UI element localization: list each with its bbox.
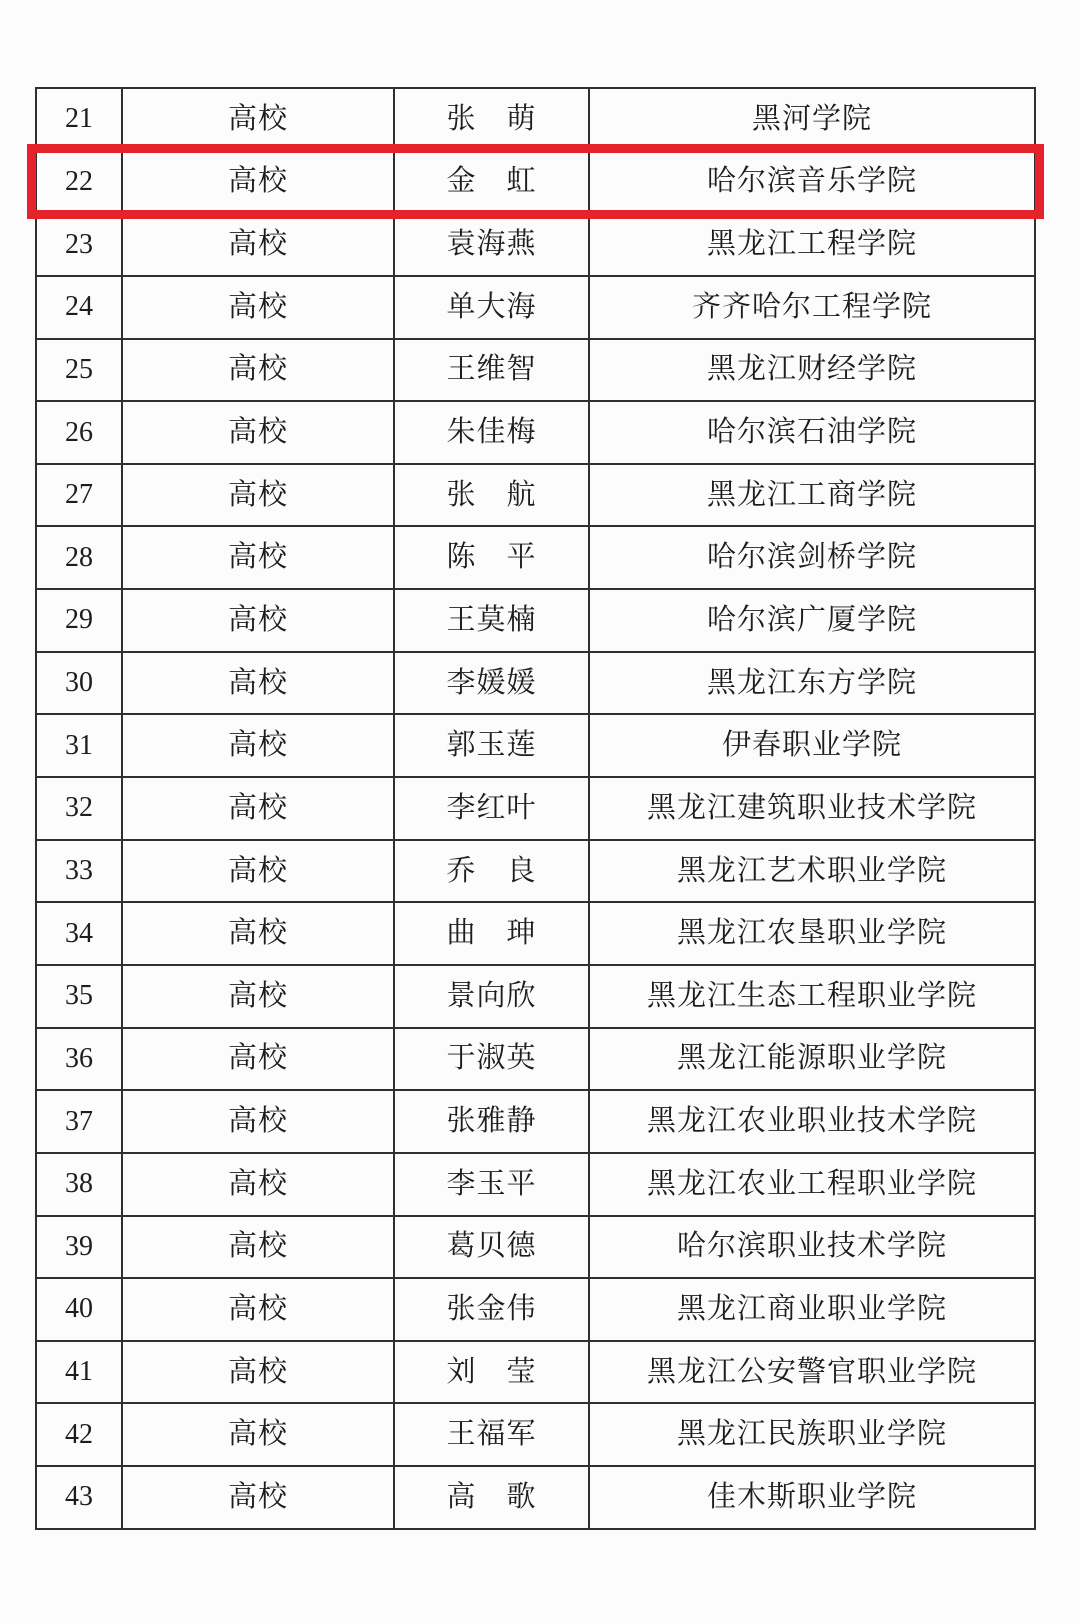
table-row (35, 1154, 1036, 1217)
name-cell: 金 虹 (395, 152, 590, 213)
category-cell: 高校 (123, 1342, 395, 1403)
institution-cell: 哈尔滨职业技术学院 (590, 1217, 1036, 1278)
category-cell: 高校 (123, 465, 395, 526)
category-cell: 高校 (123, 277, 395, 338)
name-cell: 王维智 (395, 340, 590, 401)
name-cell: 李红叶 (395, 778, 590, 839)
row-number-cell: 43 (35, 1467, 123, 1528)
table-row (35, 903, 1036, 966)
name-cell: 袁海燕 (395, 214, 590, 275)
institution-cell: 黑龙江工程学院 (590, 214, 1036, 275)
row-number-cell: 40 (35, 1279, 123, 1340)
name-cell: 李玉平 (395, 1154, 590, 1215)
name-cell: 乔 良 (395, 841, 590, 902)
row-number-cell: 37 (35, 1091, 123, 1152)
table-row (35, 89, 1036, 152)
category-cell: 高校 (123, 1029, 395, 1090)
name-cell: 葛贝德 (395, 1217, 590, 1278)
institution-cell: 哈尔滨广厦学院 (590, 590, 1036, 651)
institution-cell: 哈尔滨石油学院 (590, 402, 1036, 463)
table-row (35, 966, 1036, 1029)
name-cell: 朱佳梅 (395, 402, 590, 463)
table-row (35, 152, 1036, 215)
table-row (35, 1217, 1036, 1280)
name-cell: 张 萌 (395, 89, 590, 150)
institution-cell: 黑龙江能源职业学院 (590, 1029, 1036, 1090)
institution-cell: 齐齐哈尔工程学院 (590, 277, 1036, 338)
category-cell: 高校 (123, 590, 395, 651)
row-number-cell: 41 (35, 1342, 123, 1403)
institution-cell: 黑龙江农垦职业学院 (590, 903, 1036, 964)
row-number-cell: 34 (35, 903, 123, 964)
institution-cell: 黑龙江东方学院 (590, 653, 1036, 714)
row-number-cell: 23 (35, 214, 123, 275)
row-number-cell: 36 (35, 1029, 123, 1090)
institution-cell: 黑龙江建筑职业技术学院 (590, 778, 1036, 839)
row-number-cell: 26 (35, 402, 123, 463)
institution-cell: 哈尔滨音乐学院 (590, 152, 1036, 213)
row-number-cell: 25 (35, 340, 123, 401)
row-number-cell: 38 (35, 1154, 123, 1215)
name-cell: 单大海 (395, 277, 590, 338)
row-number-cell: 33 (35, 841, 123, 902)
name-cell: 陈 平 (395, 527, 590, 588)
category-cell: 高校 (123, 152, 395, 213)
category-cell: 高校 (123, 715, 395, 776)
category-cell: 高校 (123, 778, 395, 839)
name-cell: 景向欣 (395, 966, 590, 1027)
institution-cell: 黑龙江民族职业学院 (590, 1404, 1036, 1465)
institution-cell: 佳木斯职业学院 (590, 1467, 1036, 1528)
row-number-cell: 42 (35, 1404, 123, 1465)
table-row (35, 465, 1036, 528)
category-cell: 高校 (123, 527, 395, 588)
roster-table (35, 87, 1036, 1530)
name-cell: 刘 莹 (395, 1342, 590, 1403)
name-cell: 高 歌 (395, 1467, 590, 1528)
table-row (35, 653, 1036, 716)
table-row (35, 527, 1036, 590)
table-row (35, 590, 1036, 653)
row-number-cell: 29 (35, 590, 123, 651)
row-number-cell: 21 (35, 89, 123, 150)
row-number-cell: 22 (35, 152, 123, 213)
category-cell: 高校 (123, 841, 395, 902)
institution-cell: 黑龙江农业职业技术学院 (590, 1091, 1036, 1152)
table-row (35, 1467, 1036, 1530)
table-row (35, 1091, 1036, 1154)
institution-cell: 哈尔滨剑桥学院 (590, 527, 1036, 588)
institution-cell: 黑河学院 (590, 89, 1036, 150)
name-cell: 王莫楠 (395, 590, 590, 651)
name-cell: 张雅静 (395, 1091, 590, 1152)
category-cell: 高校 (123, 89, 395, 150)
row-number-cell: 32 (35, 778, 123, 839)
table-row (35, 1342, 1036, 1405)
row-number-cell: 35 (35, 966, 123, 1027)
category-cell: 高校 (123, 214, 395, 275)
category-cell: 高校 (123, 340, 395, 401)
table-row (35, 402, 1036, 465)
institution-cell: 黑龙江工商学院 (590, 465, 1036, 526)
name-cell: 李媛媛 (395, 653, 590, 714)
table-row (35, 214, 1036, 277)
institution-cell: 黑龙江公安警官职业学院 (590, 1342, 1036, 1403)
institution-cell: 黑龙江商业职业学院 (590, 1279, 1036, 1340)
row-number-cell: 31 (35, 715, 123, 776)
table-row (35, 277, 1036, 340)
category-cell: 高校 (123, 1091, 395, 1152)
category-cell: 高校 (123, 966, 395, 1027)
table-row (35, 841, 1036, 904)
row-number-cell: 30 (35, 653, 123, 714)
table-row (35, 1029, 1036, 1092)
table-row (35, 1279, 1036, 1342)
name-cell: 于淑英 (395, 1029, 590, 1090)
row-number-cell: 39 (35, 1217, 123, 1278)
name-cell: 曲 珅 (395, 903, 590, 964)
row-number-cell: 24 (35, 277, 123, 338)
name-cell: 张金伟 (395, 1279, 590, 1340)
table-row (35, 1404, 1036, 1467)
row-number-cell: 28 (35, 527, 123, 588)
name-cell: 张 航 (395, 465, 590, 526)
name-cell: 郭玉莲 (395, 715, 590, 776)
institution-cell: 黑龙江生态工程职业学院 (590, 966, 1036, 1027)
institution-cell: 黑龙江财经学院 (590, 340, 1036, 401)
category-cell: 高校 (123, 653, 395, 714)
name-cell: 王福军 (395, 1404, 590, 1465)
category-cell: 高校 (123, 903, 395, 964)
category-cell: 高校 (123, 1217, 395, 1278)
institution-cell: 黑龙江艺术职业学院 (590, 841, 1036, 902)
table-row (35, 778, 1036, 841)
category-cell: 高校 (123, 1279, 395, 1340)
row-number-cell: 27 (35, 465, 123, 526)
category-cell: 高校 (123, 402, 395, 463)
table-row (35, 715, 1036, 778)
table-row (35, 340, 1036, 403)
institution-cell: 黑龙江农业工程职业学院 (590, 1154, 1036, 1215)
institution-cell: 伊春职业学院 (590, 715, 1036, 776)
category-cell: 高校 (123, 1154, 395, 1215)
category-cell: 高校 (123, 1404, 395, 1465)
category-cell: 高校 (123, 1467, 395, 1528)
